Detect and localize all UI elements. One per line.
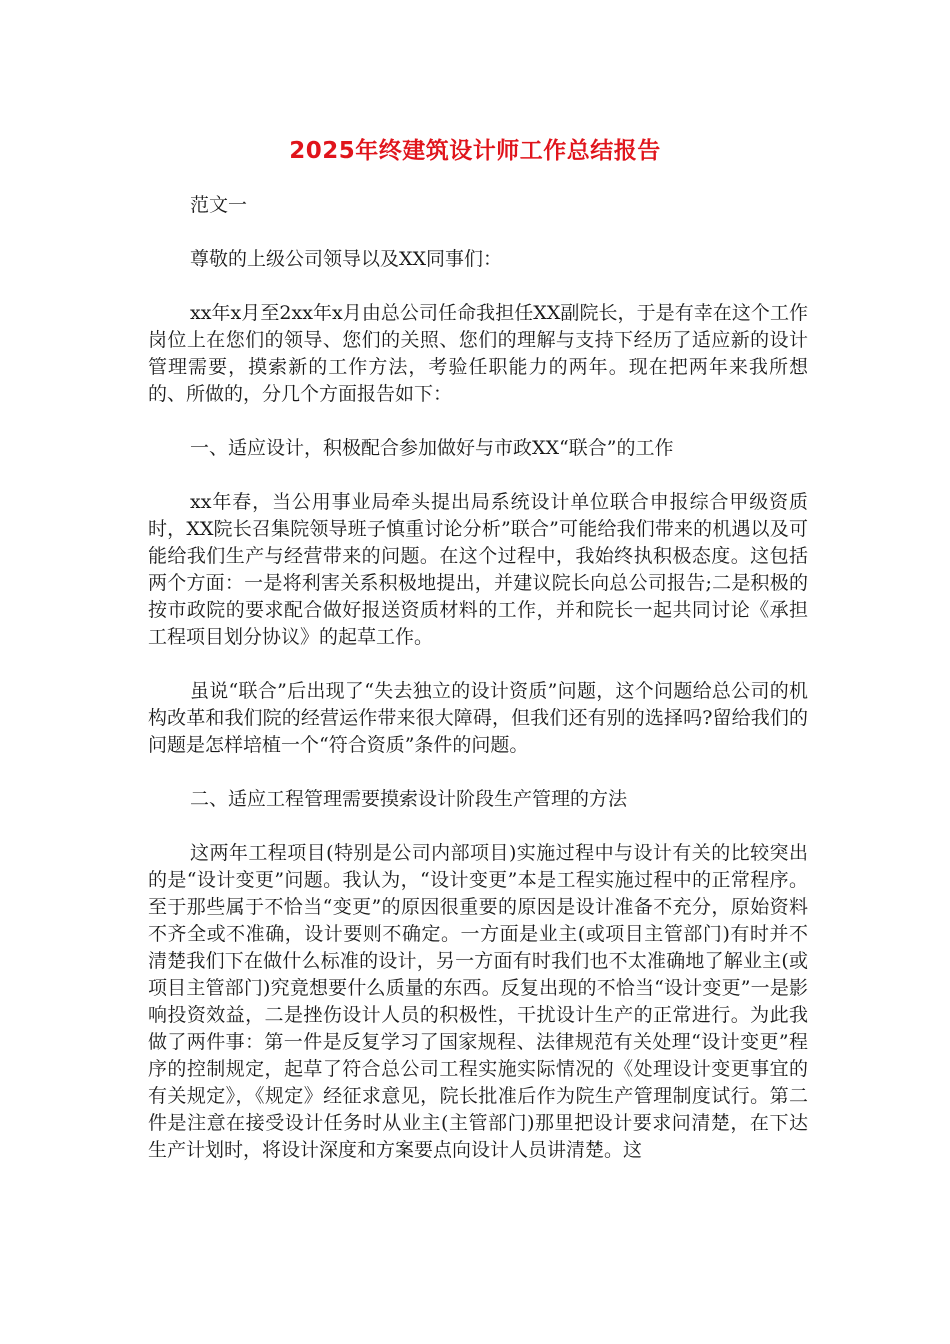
paragraph-section-1a: xx年春，当公用事业局牵头提出局系统设计单位联合申报综合甲级资质时，XX院长召集院领导班子慎重讨论分析”联合”可能给我们带来的机遇以及可能给我们生产与经营带来的问题。在这个过程中，我始终执积极态度。这包括两个方面：一是将利害关系积极地提出，并建议院长向总公司报告;二是积极的按市政院的要求配合做好报送资质材料的工作，并和院长一起共同讨论《承担工程项目划分协议》的起草工作。	[148, 491, 808, 648]
paragraph-section-2a: 这两年工程项目(特别是公司内部项目)实施过程中与设计有关的比较突出的是“设计变更”问题。我认为，“设计变更”本是工程实施过程中的正常程序。至于那些属于不恰当“变更”的原因很重要的原因是设计准备不充分，原始资料不齐全或不准确，设计要则不确定。一方面是业主(或项目主管部门)有时并不清楚我们下在做什么标准的设计，另一方面有时我们也不太准确地了解业主(或项目主管部门)究竟想要什么质量的东西。反复出现的不恰当“设计变更”一是影响投资效益，二是挫伤设计人员的积极性，干扰设计生产的正常进行。为此我做了两件事：第一件是反复学习了国家规程、法律规范有关处理“设计变更”程序的控制规定，起草了符合总公司工程实施实际情况的《处理设计变更事宜的有关规定》，《规定》经征求意见，院长批准后作为院生产管理制度试行。第二件是注意在接受设计任务时从业主(主管部门)那里把设计要求问清楚，在下达生产计划时，将设计深度和方案要点向设计人员讲清楚。这	[148, 842, 808, 1161]
document-title: 2025年终建筑设计师工作总结报告	[289, 138, 661, 164]
paragraph-sample-label: 范文一	[190, 194, 248, 216]
paragraph-section-1b: 虽说“联合”后出现了“失去独立的设计资质”问题，这个问题给总公司的机构改革和我们院的经营运作带来很大障碍，但我们还有别的选择吗?留给我们的问题是怎样培植一个“符合资质”条件的问题。	[148, 680, 808, 756]
paragraph-intro: xx年x月至2xx年x月由总公司任命我担任XX副院长，于是有幸在这个工作岗位上在您们的领导、您们的关照、您们的理解与支持下经历了适应新的设计管理需要，摸索新的工作方法，考验任职能力的两年。现在把两年来我所想的、所做的，分几个方面报告如下：	[148, 302, 808, 405]
section-heading-2: 二、适应工程管理需要摸索设计阶段生产管理的方法	[190, 788, 628, 810]
paragraph-salutation: 尊敬的上级公司领导以及XX同事们：	[190, 248, 503, 270]
document-body	[148, 192, 808, 1164]
section-heading-1: 一、适应设计，积极配合参加做好与市政XX“联合”的工作	[190, 437, 674, 459]
